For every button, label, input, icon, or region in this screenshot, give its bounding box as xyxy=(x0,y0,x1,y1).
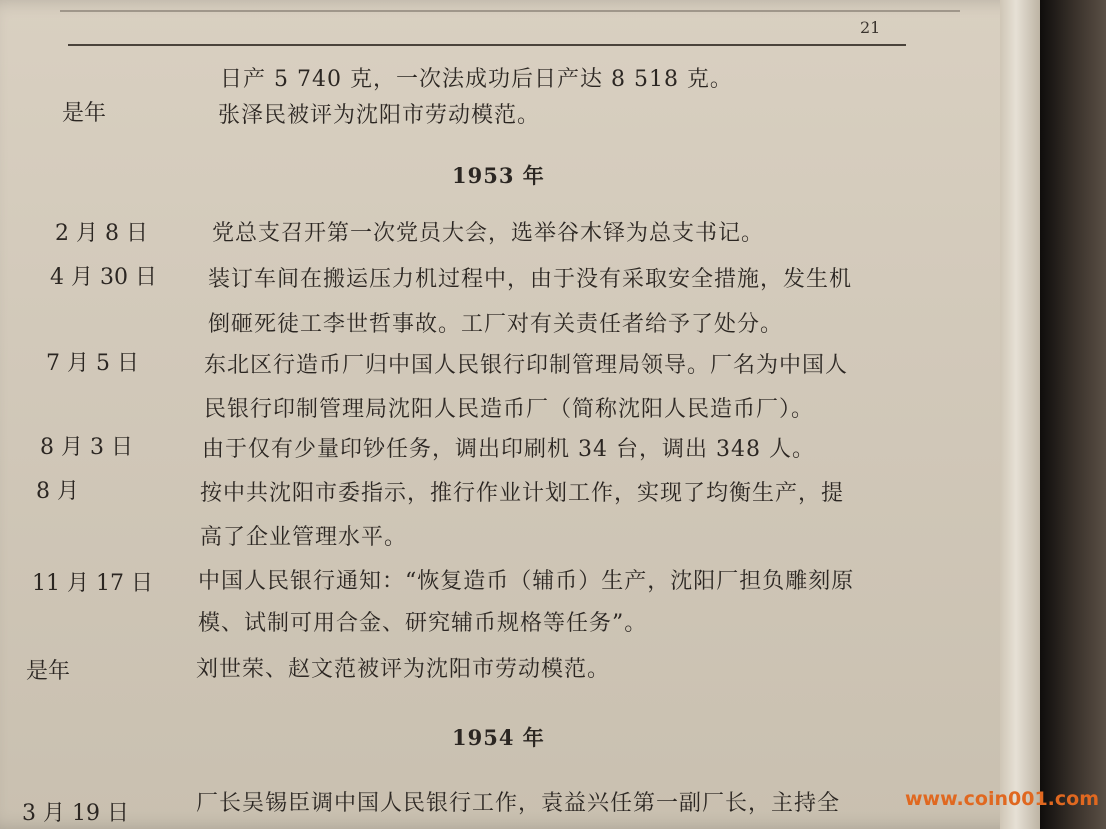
entry-date: 是年 xyxy=(62,101,107,126)
year-heading-1954: 1954 年 xyxy=(452,725,545,750)
entry-text-line: 东北区行造币厂归中国人民银行印制管理局领导。厂名为中国人 xyxy=(204,353,849,378)
entry-text-line: 高了企业管理水平。 xyxy=(200,525,408,550)
entry-text-line: 刘世荣、赵文范被评为沈阳市劳动模范。 xyxy=(196,657,611,682)
entry-text-line: 倒砸死徒工李世哲事故。工厂对有关责任者给予了处分。 xyxy=(208,312,784,337)
entry-date: 是年 xyxy=(26,659,71,684)
entry-date: 8 月 3 日 xyxy=(40,435,133,460)
entry-date: 4 月 30 日 xyxy=(50,265,157,290)
entry-date: 3 月 19 日 xyxy=(22,801,129,826)
binder-spine xyxy=(1040,0,1106,829)
entry-text-line: 装订车间在搬运压力机过程中，由于没有采取安全措施，发生机 xyxy=(208,267,853,292)
entry-text-line: 中国人民银行通知：“恢复造币（辅币）生产，沈阳厂担负雕刻原 xyxy=(198,569,855,594)
year-heading-1953: 1953 年 xyxy=(452,163,545,188)
header-rule xyxy=(68,44,906,46)
entry-text-line: 日产 5 740 克，一次法成功后日产达 8 518 克。 xyxy=(220,67,733,92)
entry-date: 11 月 17 日 xyxy=(32,571,153,596)
entry-text-line: 党总支召开第一次党员大会，选举谷木铎为总支书记。 xyxy=(212,221,765,246)
site-watermark: www.coin001.com xyxy=(905,788,1100,810)
entry-text-line: 按中共沈阳市委指示，推行作业计划工作，实现了均衡生产，提 xyxy=(200,481,845,506)
entry-text-line: 民银行印制管理局沈阳人民造币厂（简称沈阳人民造币厂）。 xyxy=(204,397,815,422)
entry-date: 2 月 8 日 xyxy=(55,221,148,246)
entry-date: 7 月 5 日 xyxy=(46,351,139,376)
page-edge xyxy=(1000,0,1040,829)
page-number: 21 xyxy=(860,18,881,37)
entry-text-line: 张泽民被评为沈阳市劳动模范。 xyxy=(218,103,541,128)
entry-text-line: 厂长吴锡臣调中国人民银行工作，袁益兴任第一副厂长，主持全 xyxy=(196,791,841,816)
entry-text-line: 由于仅有少量印钞任务，调出印刷机 34 台，调出 348 人。 xyxy=(202,437,815,462)
top-rule xyxy=(60,10,960,12)
entry-date: 8 月 xyxy=(36,479,79,504)
entry-text-line: 模、试制可用合金、研究辅币规格等任务”。 xyxy=(198,611,648,636)
